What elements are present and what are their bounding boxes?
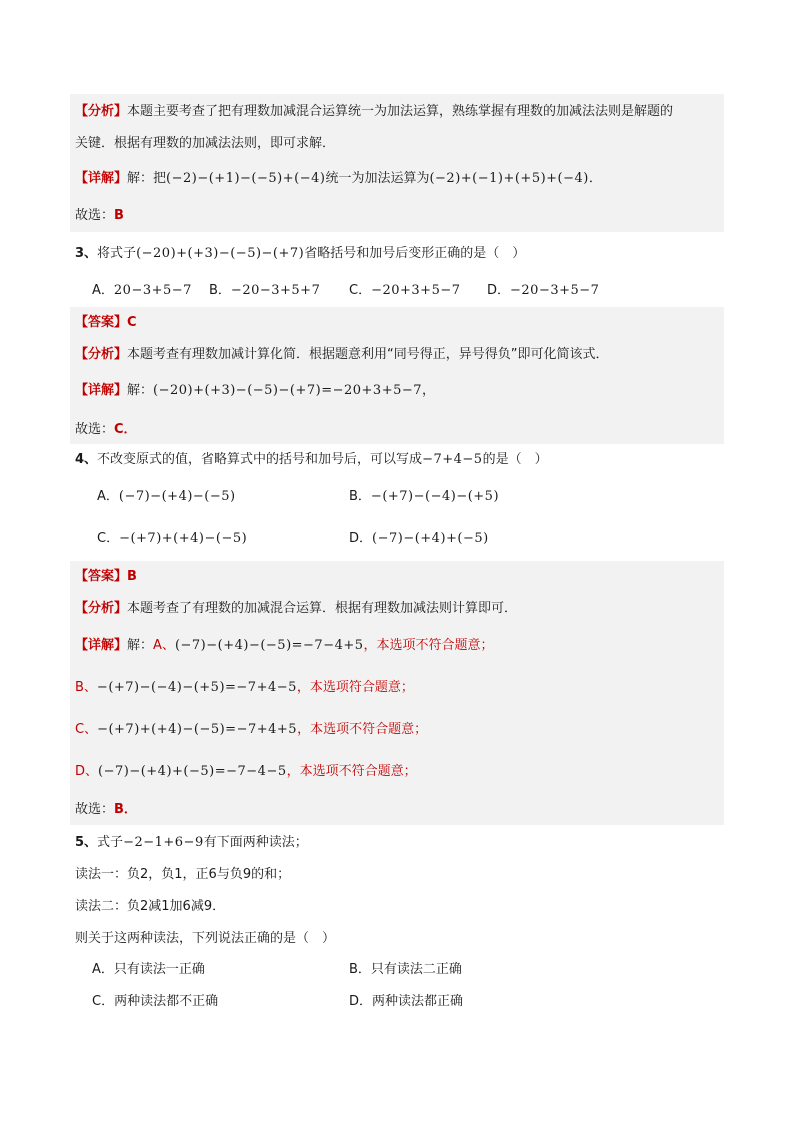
analysis-tag: 【分析】 <box>75 347 128 362</box>
analysis-tag: 【分析】 <box>75 104 128 119</box>
q5-option-a <box>92 961 205 979</box>
math-expression: (−2)+(−1)+(+5)+(−4) <box>429 171 589 186</box>
q5-option-d <box>349 993 463 1011</box>
option-text: 20−3+5−7 <box>113 283 192 298</box>
detail-note: ，本选项不符合题意； <box>363 638 494 653</box>
question-number: 4、 <box>75 452 98 467</box>
analysis-text: 关键．根据有理数的加减法法则，即可求解． <box>75 136 336 151</box>
q2-choice-line <box>75 207 124 225</box>
answer-tag: 【答案】 <box>75 315 128 330</box>
q5-question <box>75 930 335 948</box>
q2-analysis-line1 <box>75 103 673 121</box>
q2-analysis-line2 <box>75 135 335 153</box>
q3-option-a <box>92 282 192 300</box>
detail-tag: 【详解】 <box>75 171 128 186</box>
detail-label: B、 <box>75 680 97 695</box>
question-number: 5、 <box>75 835 98 850</box>
detail-text: 解： <box>127 638 154 653</box>
analysis-text: 本题考查了有理数的加减混合运算．根据有理数加减法则计算即可． <box>127 601 518 616</box>
math-expression: −7+4−5 <box>422 452 483 467</box>
option-letter: D． <box>487 283 511 298</box>
math-expression: (−2)−(+1)−(−5)+(−4) <box>166 171 326 186</box>
detail-label: A、 <box>153 638 175 653</box>
option-text: (−7)−(+4)+(−5) <box>372 531 489 546</box>
question-text: 则关于这两种读法，下列说法正确的是（ ） <box>75 931 336 946</box>
option-letter: A． <box>97 489 119 504</box>
q4-stem <box>75 451 548 469</box>
stem-text: 的是（ ） <box>482 452 548 467</box>
detail-text: 解：把 <box>127 171 167 186</box>
option-text: 两种读法都不正确 <box>114 994 219 1009</box>
q4-answer-line <box>75 568 137 586</box>
q3-solution-band <box>70 307 724 444</box>
option-text: (−7)−(+4)−(−5) <box>118 489 236 504</box>
q4-option-c <box>97 530 247 548</box>
analysis-text: 本题主要考查了把有理数加减混合运算统一为加法运算，熟练掌握有理数的加减法法则是解题的 <box>127 104 674 119</box>
math-expression: (−7)−(+4)+(−5)=−7−4−5 <box>98 764 287 779</box>
option-text: −20+3+5−7 <box>371 283 461 298</box>
option-letter: A． <box>92 283 114 298</box>
stem-text: 有下面两种读法； <box>203 835 308 850</box>
detail-text: 统一为加法运算为 <box>325 171 430 186</box>
q4-detail-line-d <box>75 763 417 781</box>
answer-value: C <box>127 315 137 330</box>
q3-option-d <box>487 282 599 300</box>
analysis-tag: 【分析】 <box>75 601 128 616</box>
q5-stem <box>75 834 308 852</box>
detail-text: 解： <box>127 383 154 398</box>
detail-text: ， <box>422 383 436 398</box>
q5-option-b <box>349 961 462 979</box>
option-letter: C． <box>349 283 372 298</box>
q4-option-b <box>349 488 499 506</box>
detail-text: ． <box>588 171 602 186</box>
math-expression: (−20)+(+3)−(−5)−(+7)=−20+3+5−7 <box>153 383 423 398</box>
q3-stem <box>75 245 525 263</box>
stem-text: 将式子 <box>97 246 137 261</box>
analysis-text: 本题考查有理数加减计算化简．根据题意利用“同号得正，异号得负”即可化简该式． <box>127 347 609 362</box>
math-expression: (−7)−(+4)−(−5)=−7−4+5 <box>174 638 364 653</box>
option-letter: B． <box>349 962 371 977</box>
option-text: −(+7)+(+4)−(−5) <box>119 531 248 546</box>
q5-option-c <box>92 993 218 1011</box>
detail-note: ，本选项符合题意； <box>296 680 414 695</box>
q3-option-c <box>349 282 461 300</box>
choice-value: B <box>114 208 124 223</box>
stem-text: 省略括号和加号后变形正确的是（ ） <box>304 246 526 261</box>
option-text: 只有读法一正确 <box>113 962 205 977</box>
choice-label: 故选： <box>75 208 115 223</box>
choice-label: 故选： <box>75 802 115 817</box>
option-letter: C． <box>97 531 120 546</box>
q4-detail-line-c <box>75 721 427 739</box>
q5-reading-two <box>75 898 225 916</box>
option-letter: D． <box>349 531 373 546</box>
option-text: −20−3+5−7 <box>510 283 600 298</box>
math-expression: −(+7)+(+4)−(−5)=−7+4+5 <box>97 722 298 737</box>
q3-choice-line <box>75 421 137 439</box>
detail-note: ，本选项不符合题意； <box>297 722 428 737</box>
detail-tag: 【详解】 <box>75 638 128 653</box>
q5-reading-one <box>75 866 290 884</box>
q4-choice-line <box>75 801 137 819</box>
option-letter: C． <box>92 994 115 1009</box>
option-text: 只有读法二正确 <box>370 962 462 977</box>
option-letter: D． <box>349 994 373 1009</box>
option-letter: B． <box>349 489 371 504</box>
choice-value: C． <box>114 422 137 437</box>
detail-label: C、 <box>75 722 98 737</box>
q4-detail-line-a <box>75 637 494 655</box>
choice-label: 故选： <box>75 422 115 437</box>
answer-value: B <box>127 569 137 584</box>
detail-note: ，本选项不符合题意； <box>286 764 417 779</box>
q4-detail-line-b <box>75 679 414 697</box>
stem-text: 式子 <box>97 835 124 850</box>
detail-label: D、 <box>75 764 99 779</box>
reading-text: 读法一：负2，负1，正6与负9的和； <box>75 867 291 882</box>
q3-answer-line <box>75 314 137 332</box>
math-expression: (−20)+(+3)−(−5)−(+7) <box>136 246 305 261</box>
choice-value: B． <box>114 802 137 817</box>
answer-tag: 【答案】 <box>75 569 128 584</box>
math-expression: −2−1+6−9 <box>123 835 204 850</box>
q3-option-b <box>209 282 320 300</box>
question-number: 3、 <box>75 246 98 261</box>
option-letter: B． <box>209 283 231 298</box>
q4-analysis-line <box>75 600 517 618</box>
q4-option-d <box>349 530 489 548</box>
q2-detail-line <box>75 170 602 188</box>
option-text: −20−3+5+7 <box>230 283 321 298</box>
option-text: −(+7)−(−4)−(+5) <box>370 489 500 504</box>
q3-analysis-line <box>75 346 609 364</box>
q3-detail-line <box>75 382 435 400</box>
q4-option-a <box>97 488 236 506</box>
reading-text: 读法二：负2减1加6减9． <box>75 899 226 914</box>
detail-tag: 【详解】 <box>75 383 128 398</box>
option-text: 两种读法都正确 <box>372 994 464 1009</box>
stem-text: 不改变原式的值，省略算式中的括号和加号后，可以写成 <box>97 452 423 467</box>
option-letter: A． <box>92 962 114 977</box>
math-expression: −(+7)−(−4)−(+5)=−7+4−5 <box>96 680 297 695</box>
